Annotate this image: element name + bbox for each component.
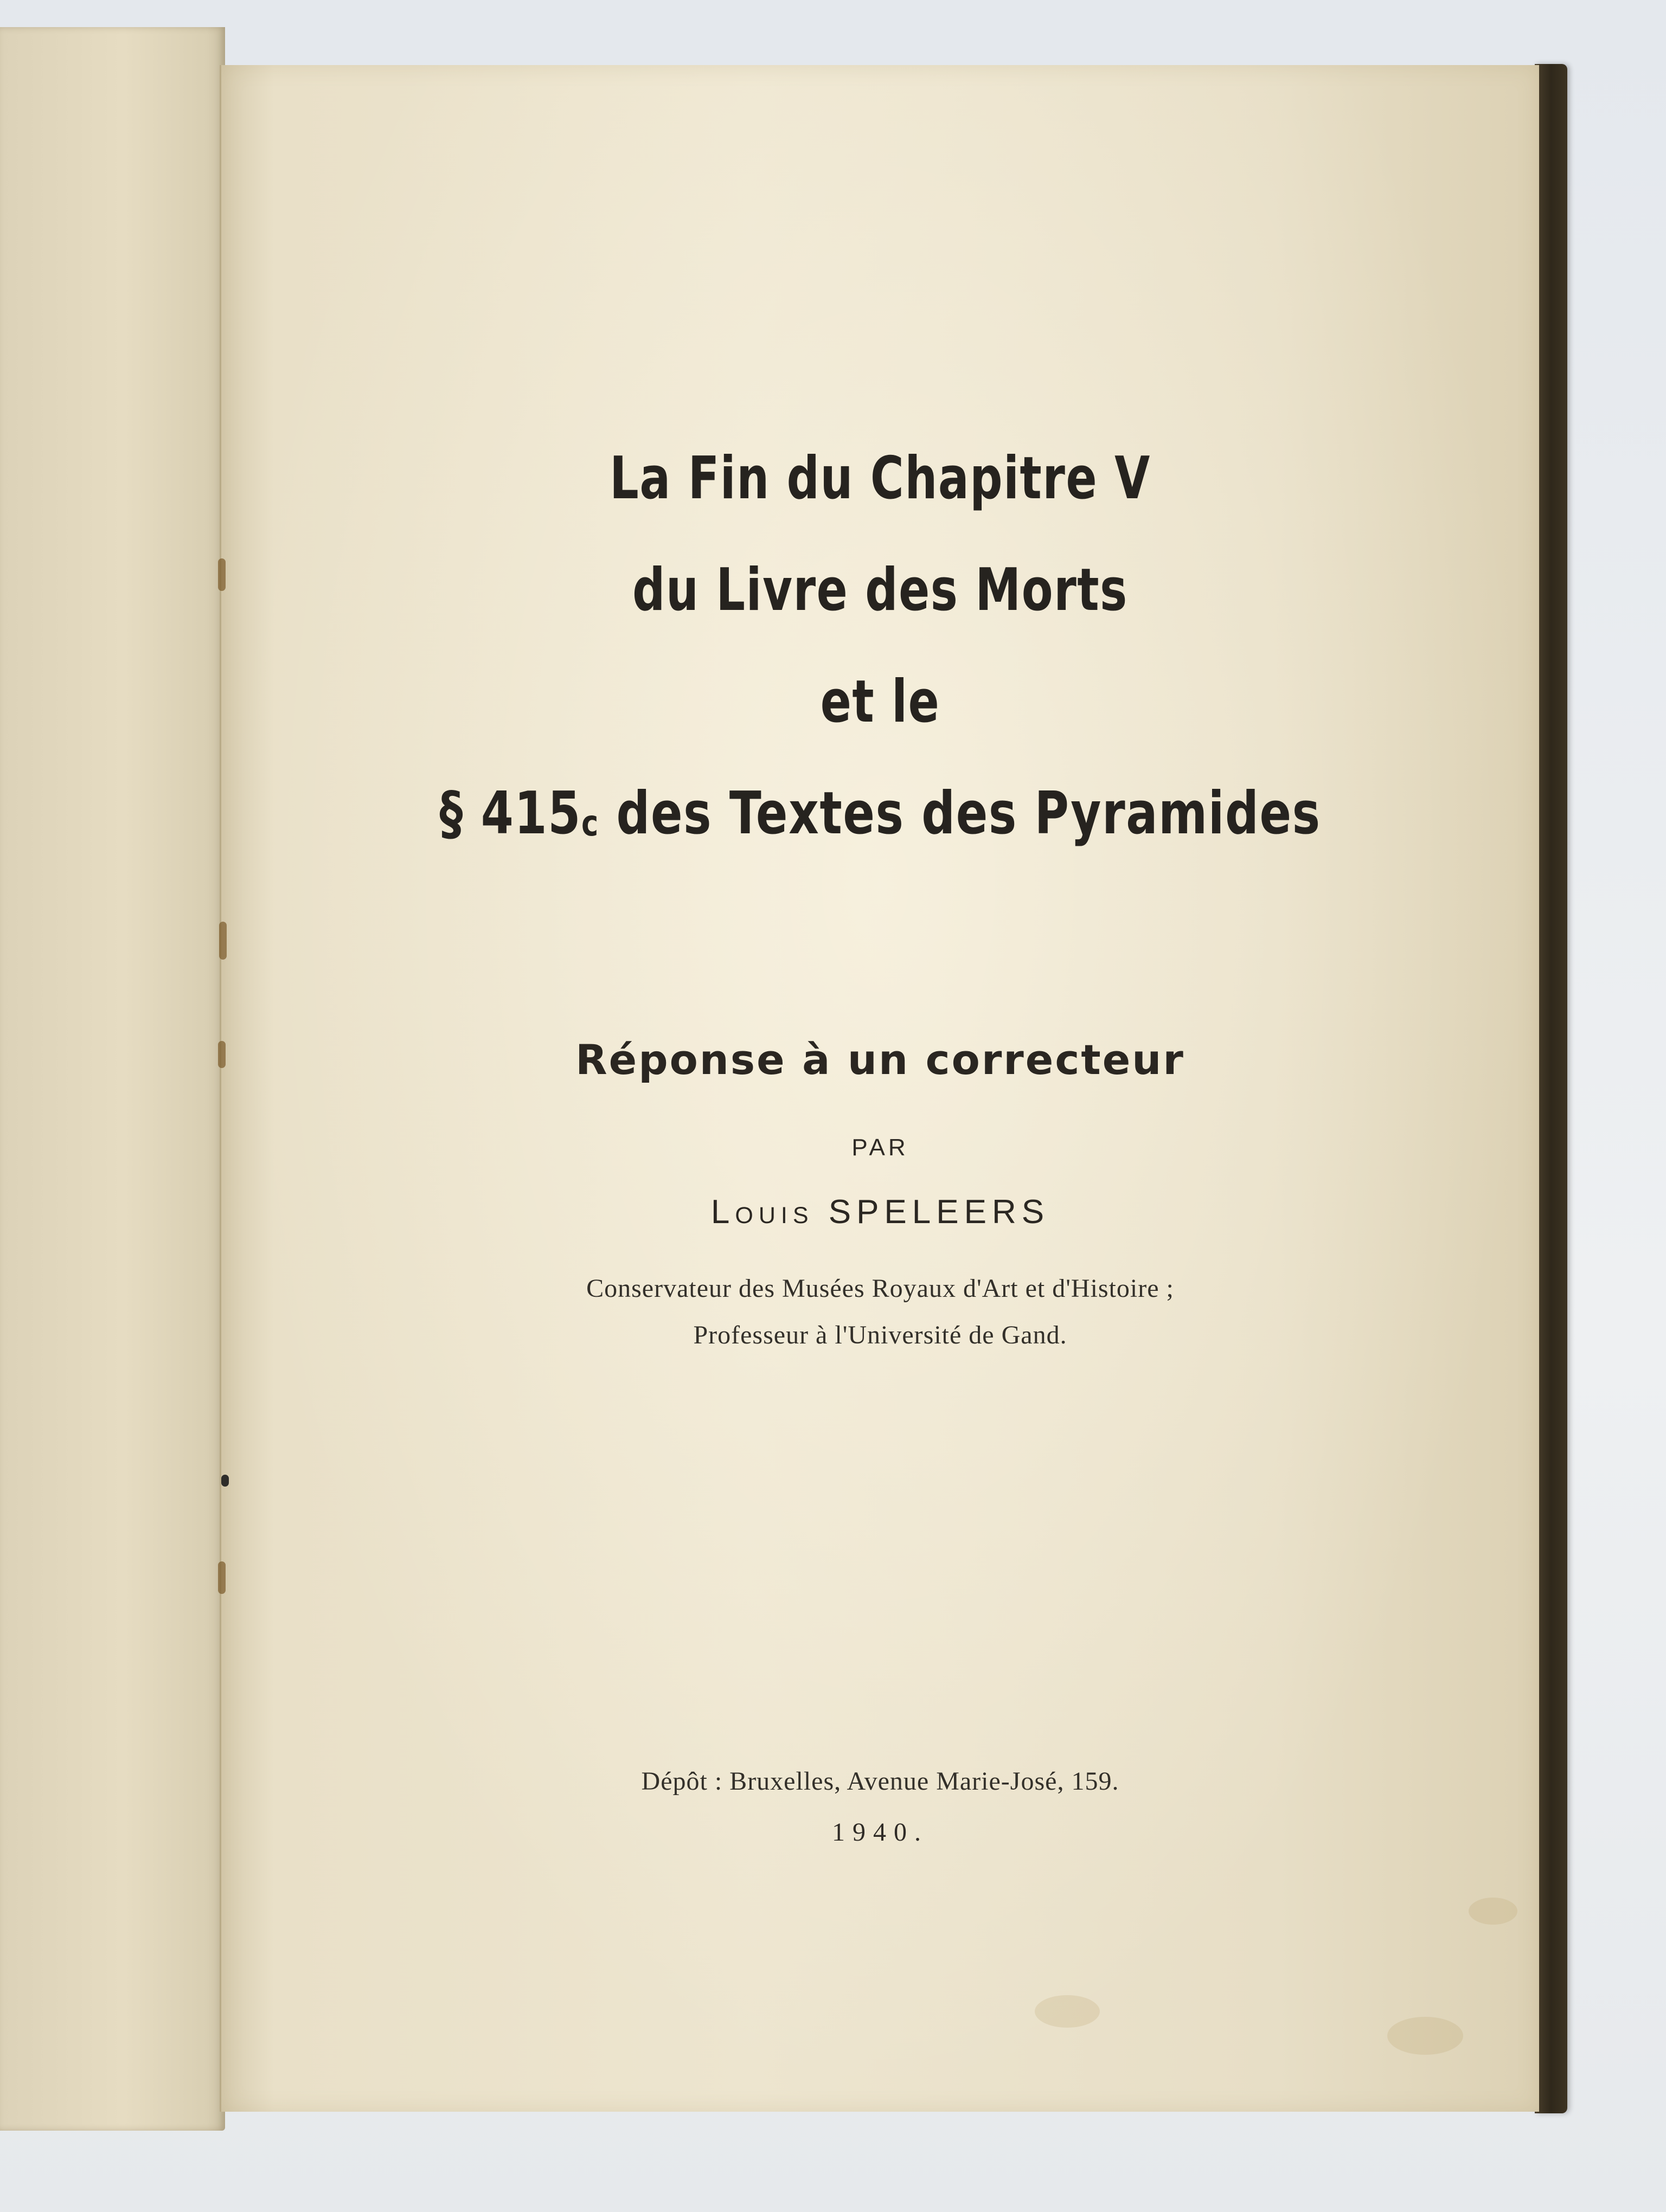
paper-stain [1469,1898,1517,1925]
left-page [0,27,225,2131]
subtitle: Réponse à un correcteur [575,1036,1185,1084]
binding-stitch [218,558,226,591]
binding-stitch [221,1475,229,1487]
section-number: § 415 [439,780,581,847]
title-line-4-rest: des Textes des Pyramides [599,780,1321,847]
author-affiliation [221,1265,1539,1359]
title-line-3: et le [820,668,940,736]
publisher-address: Dépôt : Bruxelles, Avenue Marie-José, 159. [641,1767,1119,1796]
author-name: Louis SPELEERS [710,1193,1050,1231]
binding-stitch [218,1561,226,1594]
binding-stitch [218,1041,226,1068]
affiliation-line-1: Conservateur des Musées Royaux d'Art et d'Histoire ; [586,1274,1174,1303]
paper-stain [1387,2017,1463,2055]
affiliation-line-2: Professeur à l'Université de Gand. [693,1321,1067,1349]
by-label: PAR [851,1134,909,1161]
cover-edge [1535,64,1567,2113]
paper-stain [1035,1995,1100,2028]
title-line-4 [353,758,1407,879]
main-title [221,423,1539,879]
publication-year: 1940. [832,1818,928,1847]
section-subscript: c [581,802,599,844]
title-page [220,65,1539,2112]
title-line-2: du Livre des Morts [632,556,1128,624]
title-line-1: La Fin du Chapitre V [610,445,1151,512]
binding-stitch [219,922,227,960]
